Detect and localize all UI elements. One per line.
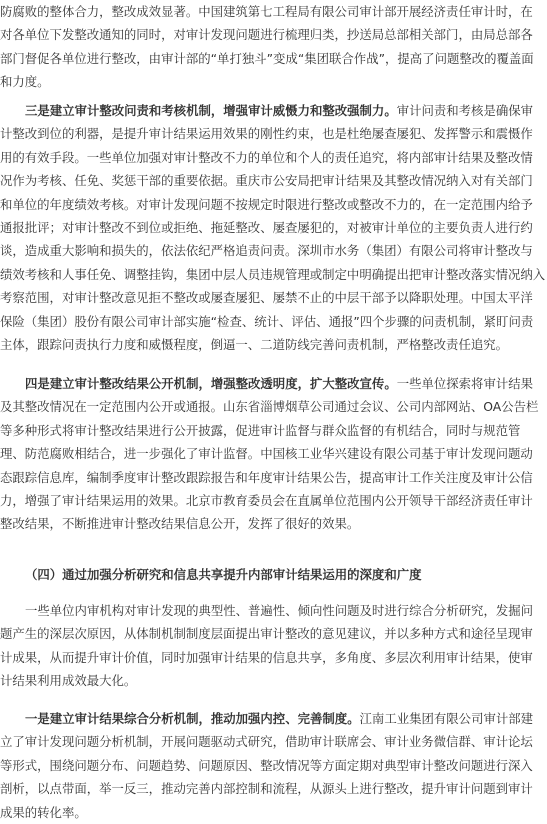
- text-line: 力，增强了审计结果运用的效果。北京市教育委员会在直属单位范围内公开领导干部经济责任审计: [0, 492, 533, 508]
- text-line: 考察范围，对审计整改意见拒不整改或屡查屡犯、屡禁不止的中层干部予以降职处理。中国太平洋: [0, 290, 533, 306]
- text-line: 计成果，从而提升审计价值，同时加强审计结果的信息共享，多角度、多层次利用审计结果，使审: [0, 649, 533, 665]
- text-line: 及其整改情况在一定范围内公开或通报。山东省淄博烟草公司通过会议、公司内部网站、OA公告栏: [0, 399, 539, 415]
- paragraph-disclosure: [0, 372, 547, 536]
- text-line: 主体，跟踪问责执行力度和威慑程度，倒逼一、二道防线完善问责机制，严格整改责任追究。: [0, 336, 509, 352]
- paragraph-continuation: [0, 0, 547, 94]
- text-line: 和力度。: [0, 74, 50, 90]
- paragraph-accountability: [0, 99, 547, 356]
- text-line: 对各单位下发整改通知的同时，对审计发现问题进行梳理归类，抄送局总部相关部门，由局总部各: [0, 27, 533, 43]
- text-run: 江南工业集团有限公司审计部建: [359, 711, 534, 726]
- text-line: 等形式，围绕问题分布、问题趋势、问题原因、整改情况等方面定期对典型审计整改问题进行深入: [0, 757, 533, 773]
- section-heading: [0, 563, 547, 586]
- text-line: 立了审计发现问题分析机制，开展问题驱动式研究，借助审计联席会、审计业务微信群、审计论坛: [0, 734, 533, 750]
- text-line: 用的有效手段。一些单位加强对审计整改不力的单位和个人的责任追究，将内部审计结果及整改情: [0, 149, 533, 165]
- text-line: 一些单位内审机构对审计发现的典型性、普遍性、倾向性问题及时进行综合分析研究，发掘问: [25, 603, 534, 618]
- text-line: 通报批评；对审计整改不到位或拒绝、拖延整改、屡查屡犯的，对被审计单位的主要负责人进行约: [0, 219, 533, 235]
- text-line: 谈，造成重大影响和损失的，依法依纪严格追责问责。深圳市水务（集团）有限公司将审计整改与: [0, 243, 533, 259]
- text-line: 计结果利用成效最大化。: [0, 673, 137, 689]
- paragraph-first-line: [0, 99, 547, 122]
- text-line: 况作为考核、任免、奖惩干部的重要依据。重庆市公安局把审计结果及其整改情况纳入对有关部门: [0, 173, 533, 189]
- text-line: 绩效考核和人事任免、调整挂钩，集团中层人员违规管理或制定中明确提出把审计整改落实情况纳入: [0, 266, 546, 282]
- paragraph-lead: 三是建立审计整改问责和考核机制，增强审计威慑力和整改强制力。: [25, 103, 397, 118]
- paragraph-comprehensive-analysis: [0, 707, 547, 824]
- text-line: 部门督促各单位进行整改，由审计部的“单打独斗”变成“集团联合作战”，提高了问题整改的覆盖面: [0, 50, 534, 66]
- text-line: 整改结果，不断推进审计整改结果信息公开，发挥了很好的效果。: [0, 516, 360, 532]
- text-line: 保险（集团）股份有限公司审计部实施“检查、统计、评估、通报”四个步骤的问责机制，紧盯问责: [0, 313, 534, 329]
- text-line: 和单位的年度绩效考核。对审计发现问题不按规定时限进行整改或整改不力的，在一定范围内给予: [0, 196, 533, 212]
- text-line: 计整改到位的利器，是提升审计结果运用效果的刚性约束，也是杜绝屡查屡犯、发挥警示和震慑作: [0, 126, 533, 142]
- paragraph-lead: 一是建立审计结果综合分析机制，推动加强内控、完善制度。: [25, 711, 360, 726]
- text-line: 防腐败的整体合力，整改成效显著。中国建筑第七工程局有限公司审计部开展经济责任审计时，在: [0, 4, 533, 19]
- text-line: 理、防范腐败相结合，进一步强化了审计监督。中国核工业华兴建设有限公司基于审计发现问题动: [0, 446, 533, 462]
- text-line: 成果的转化率。: [0, 804, 87, 820]
- text-run: 一些单位探索将审计结果: [396, 376, 534, 391]
- paragraph-first-line: [0, 707, 547, 730]
- paragraph-lead: 四是建立审计整改结果公开机制，增强整改透明度，扩大整改宣传。: [25, 376, 397, 391]
- text-line: 题产生的深层次原因，从体制机制制度层面提出审计整改的意见建议，并以多种方式和途径呈现审: [0, 626, 533, 642]
- text-line: 等多种形式将审计整改结果进行公开披露，促进审计监督与群众监督的有机结合，同时与规范管: [0, 422, 521, 438]
- text-run: 审计问责和考核是确保审: [396, 103, 534, 118]
- text-line: 态跟踪信息库，编制季度审计整改跟踪报告和年度审计结果公告，提高审计工作关注度及审计公信: [0, 469, 533, 485]
- section-heading-text: （四）通过加强分析研究和信息共享提升内部审计结果运用的深度和广度: [25, 567, 422, 582]
- paragraph-first-line: [0, 372, 547, 395]
- text-line: 剖析，以点带面，举一反三，推动完善内部控制和流程，从源头上进行整改，提升审计问题到审计: [0, 781, 533, 797]
- paragraph-analysis: [0, 599, 547, 693]
